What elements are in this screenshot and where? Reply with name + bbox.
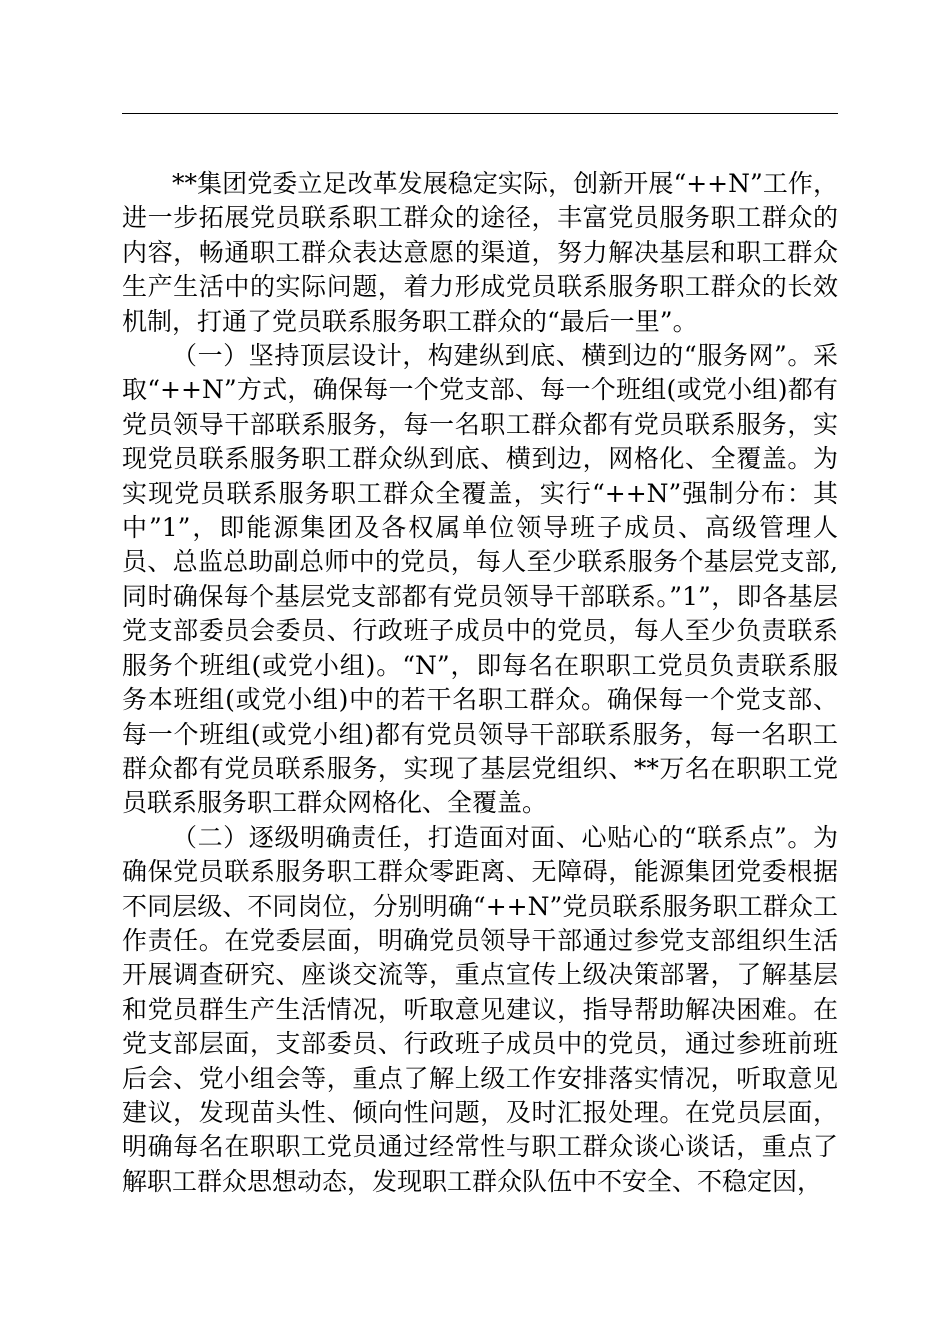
paragraph-intro: **集团党委立足改革发展稳定实际，创新开展“++N”工作，进一步拓展党员联系职工群众的途径，丰富党员服务职工群众的内容，畅通职工群众表达意愿的渠道，努力解决基层和职工群众生产生活中的实际问题，着力形成党员联系服务职工群众的长效机制，打通了党员联系服务职工群众的“最后一里”。	[122, 169, 838, 336]
paragraph-section-2: （二）逐级明确责任，打造面对面、心贴心的“联系点”。为确保党员联系服务职工群众零距离、无障碍，能源集团党委根据不同层级、不同岗位，分别明确“++N”党员联系服务职工群众工作责任。在党委层面，明确党员领导干部通过参党支部组织生活开展调查研究、座谈交流等，重点宣传上级决策部署，了解基层和党员群生产生活情况，听取意见建议，指导帮助解决困难。在党支部层面，支部委员、行政班子成员中的党员，通过参班前班后会、党小组会等，重点了解上级工作安排落实情况，听取意见建议，发现苗头性、倾向性问题，及时汇报处理。在党员层面，明确每名在职职工党员通过经常性与职工群众谈心谈话，重点了解职工群众思想动态，发现职工群众队伍中不安全、不稳定因，	[122, 822, 838, 1196]
paragraph-section-1: （一）坚持顶层设计，构建纵到底、横到边的“服务网”。采取“++N”方式，确保每一个党支部、每一个班组(或党小组)都有党员领导干部联系服务，每一名职工群众都有党员联系服务，实现党员联系服务职工群众纵到底、横到边，网格化、全覆盖。为实现党员联系服务职工群众全覆盖，实行“++N”强制分布：其中”1”，即能源集团及各权属单位领导班子成员、高级管理人员、总监总助副总师中的党员，每人至少联系服务个基层党支部,同时确保每个基层党支部都有党员领导干部联系。”1”，即各基层党支部委员会委员、行政班子成员中的党员，每人至少负责联系服务个班组(或党小组)。“N”，即每名在职职工党员负责联系服务本班组(或党小组)中的若干名职工群众。确保每一个党支部、每一个班组(或党小组)都有党员领导干部联系服务，每一名职工群众都有党员联系服务，实现了基层党组织、**万名在职职工党员联系服务职工群众网格化、全覆盖。	[122, 341, 838, 818]
document-body	[122, 167, 838, 1199]
header-divider	[122, 113, 838, 114]
